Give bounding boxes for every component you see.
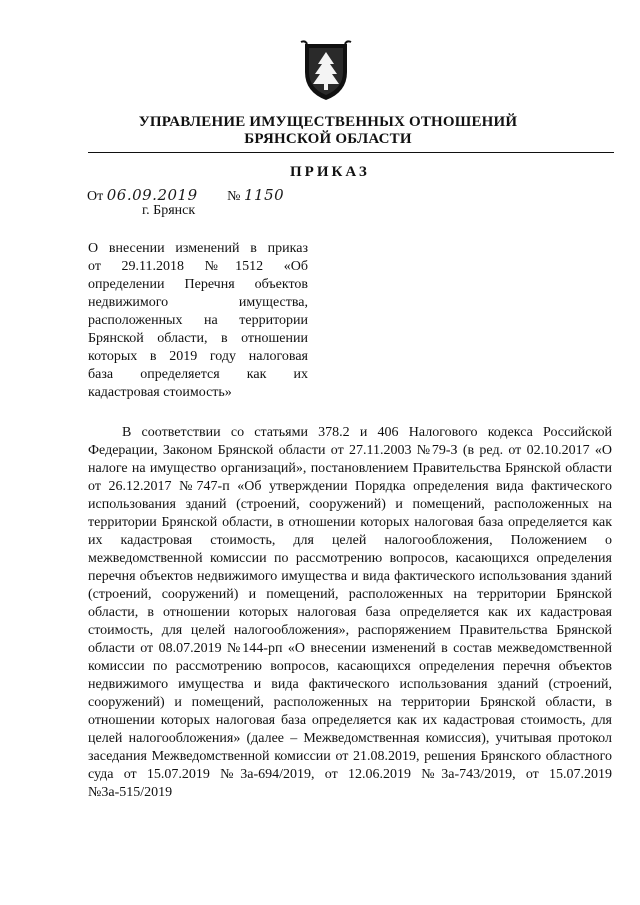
subject-line: расположенных на территории xyxy=(88,313,308,328)
subject-line: недвижимого имущества, xyxy=(88,295,308,310)
subject-line: от 29.11.2018 №1512 «Об xyxy=(88,259,308,274)
date-prefix: От xyxy=(87,189,104,204)
org-title-line1: УПРАВЛЕНИЕ ИМУЩЕСТВЕННЫХ ОТНОШЕНИЙ xyxy=(138,114,518,130)
handwritten-date: 06.09.2019 xyxy=(106,186,198,204)
document-type: ПРИКАЗ xyxy=(290,164,370,180)
body-paragraph: В соответствии со статьями 378.2 и 406 Налогового кодекса Российской Федерации, Законом Брянской области от 27.11.2003 №79-З (в ред. от 02.10.2017 «О налоге на имущество организаций», постановлением Правительства Брянской области от 26.12.2017 №747-п «Об утверждении Порядка определения вида фактического использования зданий (строений, сооружений) и помещений, расположенных на территории Брянской области, в отношении которых налоговая база определяется как их кадастровая стоимость, для целей налогообложения, Положением о межведомственной комиссии по рассмотрению вопросов, касающихся определения перечня объектов недвижимого имущества и вида фактического использования зданий (строений, сооружений) и помещений, расположенных на территории Брянской области, в отношении которых налоговая база определяется как их кадастровая стоимость, для целей налогообложения», распоряжением Правительства Брянской области от 08.07.2019 №144-рп «О внесении изменений в состав межведомственной комиссии по рассмотрению вопросов, касающихся определения перечня объектов недвижимого имущества и вида фактического использования зданий (строений, сооружений) и помещений, расположенных на территории Брянской области, в отношении которых налоговая база определяется как их кадастровая стоимость, для целей налогообложения» (далее – Межведомственная комиссия), учитывая протокол заседания Межведомственной комиссии от 21.08.2019, решения Брянского областного суда от 15.07.2019 №3а-694/2019, от 12.06.2019 №3а-743/2019, от 15.07.2019 №3а-515/2019 xyxy=(88,425,612,800)
subject-line: О внесении изменений в приказ xyxy=(88,241,308,256)
subject-line: определении Перечня объектов xyxy=(88,277,308,292)
org-title-line2: БРЯНСКОЙ ОБЛАСТИ xyxy=(244,131,412,147)
handwritten-number: 1150 xyxy=(243,186,285,204)
number-prefix: № xyxy=(227,189,241,204)
header-divider xyxy=(88,152,614,153)
subject-line: Брянской области, в отношении xyxy=(88,331,308,346)
city: г. Брянск xyxy=(142,203,196,218)
subject-line: база определяется как их xyxy=(88,367,308,382)
order-subject xyxy=(88,240,308,402)
subject-line: которых в 2019 году налоговая xyxy=(88,349,308,364)
coat-of-arms-icon xyxy=(299,38,353,104)
subject-line: кадастровая стоимость» xyxy=(88,385,232,400)
